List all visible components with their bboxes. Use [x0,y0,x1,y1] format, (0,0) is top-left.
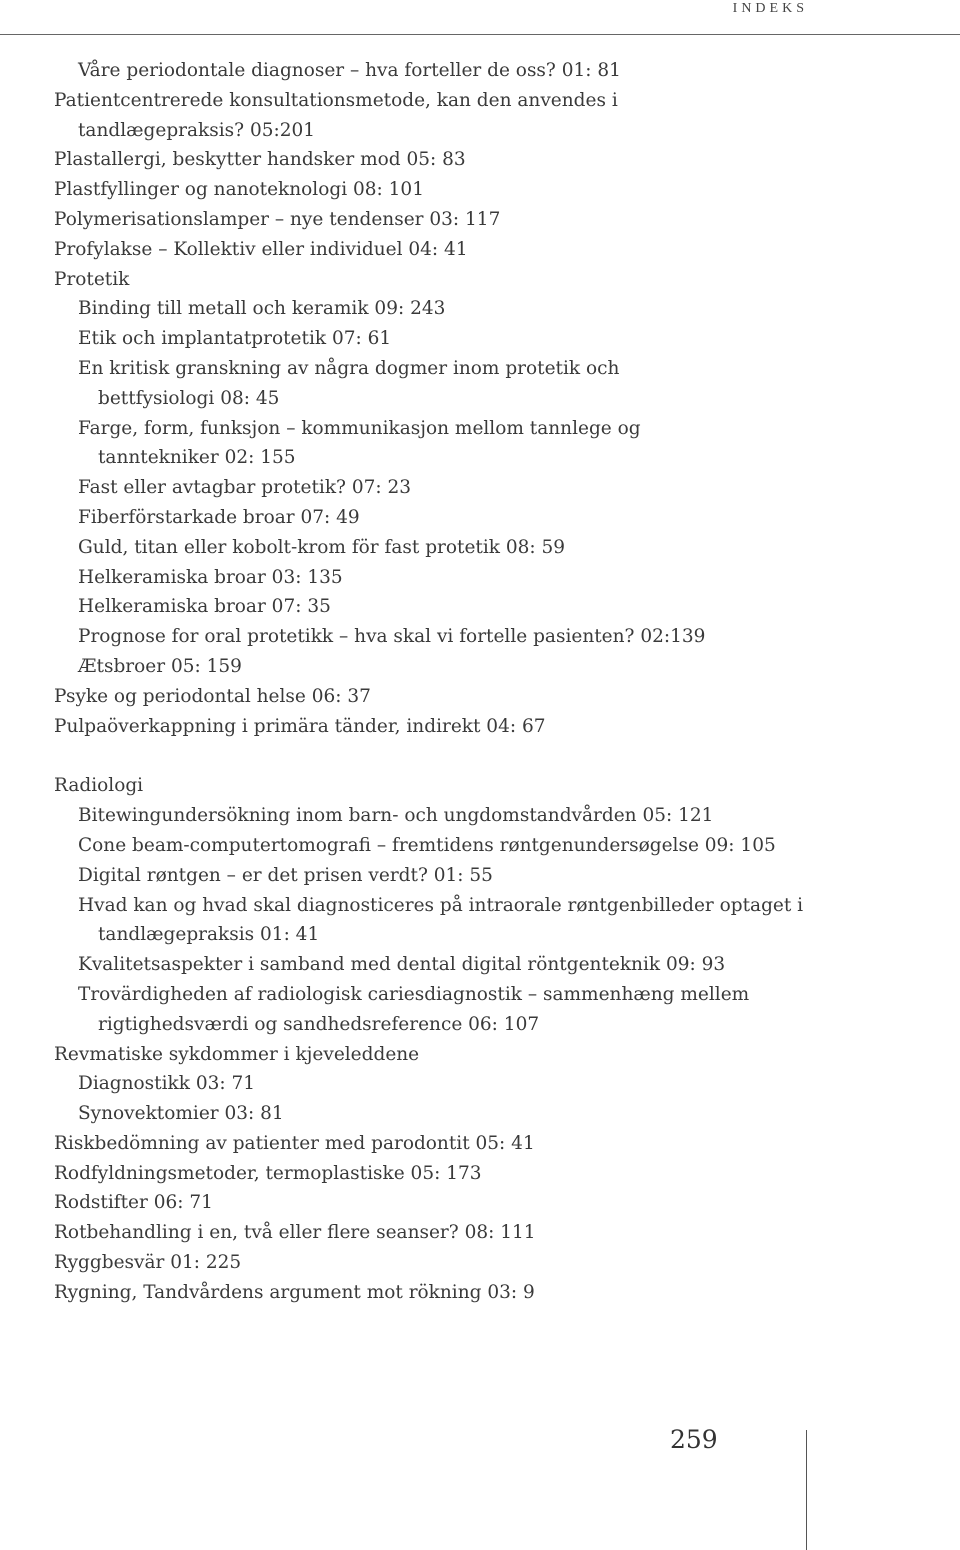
index-entry: Diagnostikk 03: 71 [78,1073,256,1095]
index-entry: Riskbedömning av patienter med parodontit 05: 41 [54,1132,535,1154]
index-entry: Polymerisationslamper – nye tendenser 03: 117 [54,208,501,230]
page-rule [806,1430,807,1550]
index-entry: Våre periodontale diagnoser – hva forteller de oss? 01: 81 [78,60,621,81]
index-entry: Ryggbesvär 01: 225 [54,1252,242,1274]
index-entry: Profylakse – Kollektiv eller individuel 04: 41 [54,238,468,260]
index-list [54,56,934,1308]
index-entry: tandlægepraksis? 05:201 [78,119,316,141]
index-entry: Radiologi [54,775,144,797]
index-entry: bettfysiologi 08: 45 [98,387,280,409]
index-entry: tandlægepraksis 01: 41 [98,924,320,946]
index-entry: Bitewingundersökning inom barn- och ungdomstandvården 05: 121 [78,805,714,827]
index-entry: Pulpaöverkappning i primära tänder, indirekt 04: 67 [54,715,546,737]
index-entry: tanntekniker 02: 155 [98,447,296,469]
index-entry: Cone beam-computertomografi – fremtidens røntgenundersøgelse 09: 105 [78,834,776,856]
index-entry: Protetik [54,268,130,290]
index-entry: Rodfyldningsmetoder, termoplastiske 05: 173 [54,1162,482,1184]
index-entry: Kvalitetsaspekter i samband med dental digital röntgenteknik 09: 93 [78,954,726,976]
index-entry: Psyke og periodontal helse 06: 37 [54,685,371,707]
index-entry: Fiberförstarkade broar 07: 49 [78,506,360,528]
index-entry: Digital røntgen – er det prisen verdt? 01: 55 [78,864,493,886]
index-entry: Rotbehandling i en, två eller flere seanser? 08: 111 [54,1222,536,1244]
index-entry: Guld, titan eller kobolt-krom för fast protetik 08: 59 [78,536,566,558]
header-rule [0,34,960,35]
index-entry: Trovärdigheden af radiologisk cariesdiagnostik – sammenhæng mellem [78,983,750,1005]
index-entry: En kritisk granskning av några dogmer inom protetik och [78,357,620,379]
index-entry: Etik och implantatprotetik 07: 61 [78,328,392,350]
index-entry: Hvad kan og hvad skal diagnosticeres på intraorale røntgenbilleder optaget i [78,894,804,916]
index-entry: Ætsbroer 05: 159 [78,655,242,677]
index-entry: Helkeramiska broar 07: 35 [78,596,331,618]
index-entry: Synovektomier 03: 81 [78,1103,284,1125]
index-entry: Rodstifter 06: 71 [54,1192,213,1214]
index-entry: Revmatiske sykdommer i kjeveleddene [54,1043,420,1065]
index-entry: Binding till metall och keramik 09: 243 [78,298,446,320]
index-entry: rigtighedsværdi og sandhedsreference 06: 107 [98,1013,540,1035]
index-entry: Plastallergi, beskytter handsker mod 05: 83 [54,149,466,171]
page-number: 259 [670,1425,718,1454]
index-entry: Prognose for oral protetikk – hva skal vi fortelle pasienten? 02:139 [78,626,706,648]
index-entry: Farge, form, funksjon – kommunikasjon mellom tannlege og [78,417,641,439]
index-entry: Fast eller avtagbar protetik? 07: 23 [78,477,412,499]
index-entry: Rygning, Tandvårdens argument mot rökning 03: 9 [54,1281,535,1303]
index-entry: Patientcentrerede konsultationsmetode, kan den anvendes i [54,89,618,111]
index-entry: Helkeramiska broar 03: 135 [78,566,343,588]
index-entry: Plastfyllinger og nanoteknologi 08: 101 [54,179,424,201]
running-header: INDEKS [732,1,808,16]
